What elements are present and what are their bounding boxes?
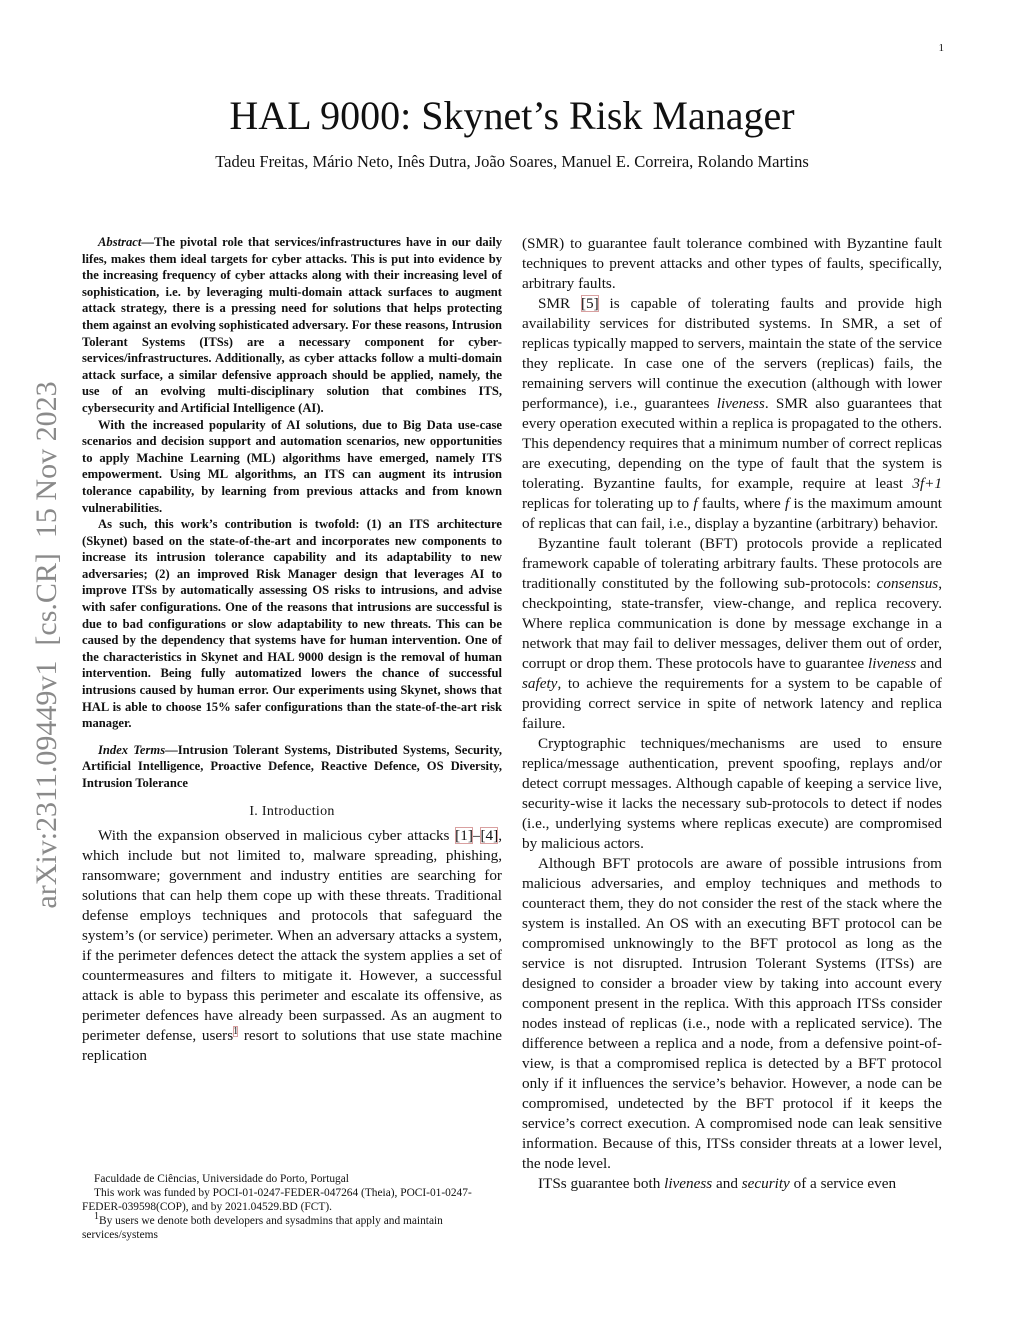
consensus-term: consensus	[876, 575, 939, 592]
liveness-term-2: liveness	[868, 655, 917, 672]
math-3f-plus-1: 3f+1	[912, 475, 942, 492]
liveness-term: liveness	[716, 395, 765, 412]
right-column	[522, 234, 942, 1194]
liveness-term-3: liveness	[664, 1175, 713, 1192]
abstract-paragraph-3: As such, this work’s contribution is twofold: (1) an ITS architecture (Skynet) based on the state-of-the-art and incorporates new components to increase its intrusion tolerance capability and its adaptability to new adversaries; (2) an improved Risk Manager design that leverages AI to improve ITSs by automatically assessing OS risks to intrusions, and advise with safer configurations. One of the reasons that intrusions are successful is due to bad configurations or slow adaptability to new threats. This can be caused by the dependency that systems have for human intervention. One of the characteristics in Skynet and HAL 9000 design is the removal of human intervention. Being fully automatized lowers the chance of successful intrusions caused by human error. Our experiments using Skynet, shows that HAL is able to choose 15% safer configurations than the state-of-the-art risk manager.	[82, 517, 502, 731]
funding-note: This work was funded by POCI-01-0247-FEDER-047264 (Theia), POCI-01-0247-FEDER-039598(COP), and by 2021.04529.BD (FCT).	[82, 1187, 472, 1213]
footnote-link-1[interactable]: 1	[233, 1025, 239, 1037]
bft-text-b: , checkpointing, state-transfer, view-change, and replica recovery. Where replica communication is done by message exchange in a network that may fail to deliver messages, deliver them out of order, corrupt or drop them. These protocols have to guarantee	[522, 575, 942, 672]
citation-dash: –	[472, 826, 481, 844]
abstract-text-1: —The pivotal role that services/infrastructures have in our daily lifes, makes them ideal targets for cyber attacks. This is put into evidence by the increasing frequency of cyber attacks along with their increasing level of sophistication, i.e. by leveraging multi-domain attack surfaces to augment attack strategy, there is a pressing need for solutions that helps protecting them against an evolving sophisticated adversary. For these reasons, Intrusion Tolerant Systems (ITSs) are a necessary component for cyber-services/infrastructures. Additionally, as cyber attacks follow a multi-domain attack surface, a similar defensive approach should be applied, namely, the use of an evolving multi-disciplinary solution that combines ITS, cybersecurity and Artificial Intelligence (AI).	[82, 235, 502, 415]
footnote-1-text: By users we denote both developers and sysadmins that apply and maintain services/systems	[82, 1215, 443, 1241]
index-terms	[82, 742, 502, 792]
author-list: Tadeu Freitas, Mário Neto, Inês Dutra, João Soares, Manuel E. Correira, Rolando Martins	[215, 152, 809, 171]
arxiv-id-text: arXiv:2311.09449v1 [cs.CR] 15 Nov 2023	[30, 381, 63, 909]
smr-text-a: SMR	[538, 295, 581, 312]
right-paragraph-4: Although BFT protocols are aware of possible intrusions from malicious adversaries, and employ techniques and methods to counteract them, they do not consider the rest of the stack where the system is installed. An OS with an executing BFT protocol can be compromised unknowingly to the BFT protocol as long as the service is not disrupted. Intrusion Tolerant Systems (ITSs) are designed to consider a broader view by taking into account every component present in the replica. With this approach ITSs consider nodes instead of replicas (i.e., node with a replicated service). The difference between a replica and a node, from a defensive point-of-view, is that a compromised replica is detected by a BFT protocol only if it influences the service’s behavior. However, a node can be compromised, undetected by the BFT protocol if it keeps the service’s correct execution. A compromised node can leak sensitive information. Because of this, ITSs consider threats at a lower level, the node level.	[522, 855, 942, 1172]
intro-text-b: , which include but not limited to, malware spreading, phishing, ransomware; government and industry entities are searching for solutions that can help them cope up with these threats. Traditional defense employs techniques and protocols that safeguard the system’s (or service) perimeter. When an adversary attacks a system, if the perimeter defences detect the attack the system applies a set of countermeasures and filters to mitigate it. However, a successful attack is able to bypass this perimeter and escalate its offensive, as perimeter defences have already been surpassed. As an augment to perimeter defense, users	[82, 826, 502, 1044]
abstract-label: Abstract	[98, 235, 142, 249]
right-paragraph-2	[522, 534, 942, 734]
safety-term: safety	[522, 675, 558, 692]
security-term: security	[741, 1175, 790, 1192]
arxiv-identifier	[26, 345, 66, 945]
footnotes	[82, 1172, 502, 1242]
abstract-paragraph-1	[82, 234, 502, 417]
footnote-1	[82, 1211, 502, 1242]
footnote-1-mark: 1	[94, 1211, 99, 1223]
abstract-paragraph-2: With the increased popularity of AI solutions, due to Big Data use-case scenarios and decision support and automation scenarios, new opportunities to apply Machine Learning (ML) algorithms have emerged, namely ITS empowerment. Using ML algorithms, an ITS can augment its intrusion tolerance capability, by learning from previous attacks and from known vulnerabilities.	[82, 417, 502, 515]
bft-text-d: , to achieve the requirements for a system to be capable of providing correct service in spite of network latency and replica failure.	[522, 675, 942, 732]
right-paragraph-3: Cryptographic techniques/mechanisms are used to ensure replica/message authentication, prevent spoofing, replays and/or detect corrupt messages. Although capable of keeping a service live, security-wise it lacks the necessary sub-protocols to detect if nodes (i.e., underlying systems where replicas execute) are compromised by malicious actors.	[522, 735, 942, 852]
right-paragraph-0: (SMR) to guarantee fault tolerance combined with Byzantine fault techniques to prevent attacks and other types of faults, specifically, arbitrary faults.	[522, 235, 942, 292]
smr-text-b: is capable of tolerating faults and provide high availability services for distributed systems. In SMR, a set of replicas typically mapped to servers, maintain the state of the service they replicate. In case one of the servers (replicas) fails, the remaining servers will continue the execution (although with lower performance), i.e., guarantees	[522, 295, 942, 412]
right-paragraph-5	[522, 1174, 942, 1194]
right-paragraph-1	[522, 294, 942, 534]
intro-text-c: resort to solutions that use state machine replication	[82, 1026, 502, 1064]
paper-title: HAL 9000: Skynet’s Risk Manager	[229, 93, 795, 138]
bft-text-c: and	[916, 655, 942, 672]
affiliation-note: Faculdade de Ciências, Universidade do Porto, Portugal	[94, 1173, 349, 1185]
left-column	[82, 234, 502, 1066]
index-terms-label: Index Terms	[98, 742, 166, 757]
math-f-2: f	[784, 495, 790, 512]
math-f-1: f	[693, 495, 698, 512]
citation-link-5[interactable]: [5]	[580, 295, 599, 312]
index-terms-text: —Intrusion Tolerant Systems, Distributed Systems, Security, Artificial Intelligence, Proactive Defence, Reactive Defence, OS Diversity, Intrusion Tolerance	[82, 742, 502, 790]
abstract	[82, 234, 502, 732]
smr-text-c: . SMR also guarantees that every operation executed within a replica is propagated to the others. This dependency requires that a minimum number of correct replicas are executing, depending on the type of fault that the system is tolerating. Byzantine faults, for example, require at least	[522, 395, 942, 492]
smr-text-d: replicas for tolerating up to	[522, 495, 694, 512]
smr-text-e: faults, where	[697, 495, 785, 512]
citation-link-4[interactable]: [4]	[480, 826, 499, 844]
bft-text-a: Byzantine fault tolerant (BFT) protocols provide a replicated framework capable of tolerating arbitrary faults. These protocols are traditionally constituted by the following sub-protocols:	[522, 535, 942, 592]
smr-text-f: is the maximum amount of replicas that can fail, i.e., display a byzantine (arbitrary) behavior.	[522, 495, 943, 532]
its-text-b: and	[712, 1175, 742, 1192]
citation-link-1[interactable]: [1]	[455, 826, 473, 844]
intro-text-a: With the expansion observed in malicious cyber attacks	[98, 826, 456, 844]
page-number: 1	[938, 42, 944, 54]
its-text-c: of a service even	[789, 1175, 897, 1192]
its-text-a: ITSs guarantee both	[538, 1175, 665, 1192]
intro-paragraph-1	[82, 826, 502, 1066]
section-heading-introduction: I. Introduction	[249, 803, 335, 819]
